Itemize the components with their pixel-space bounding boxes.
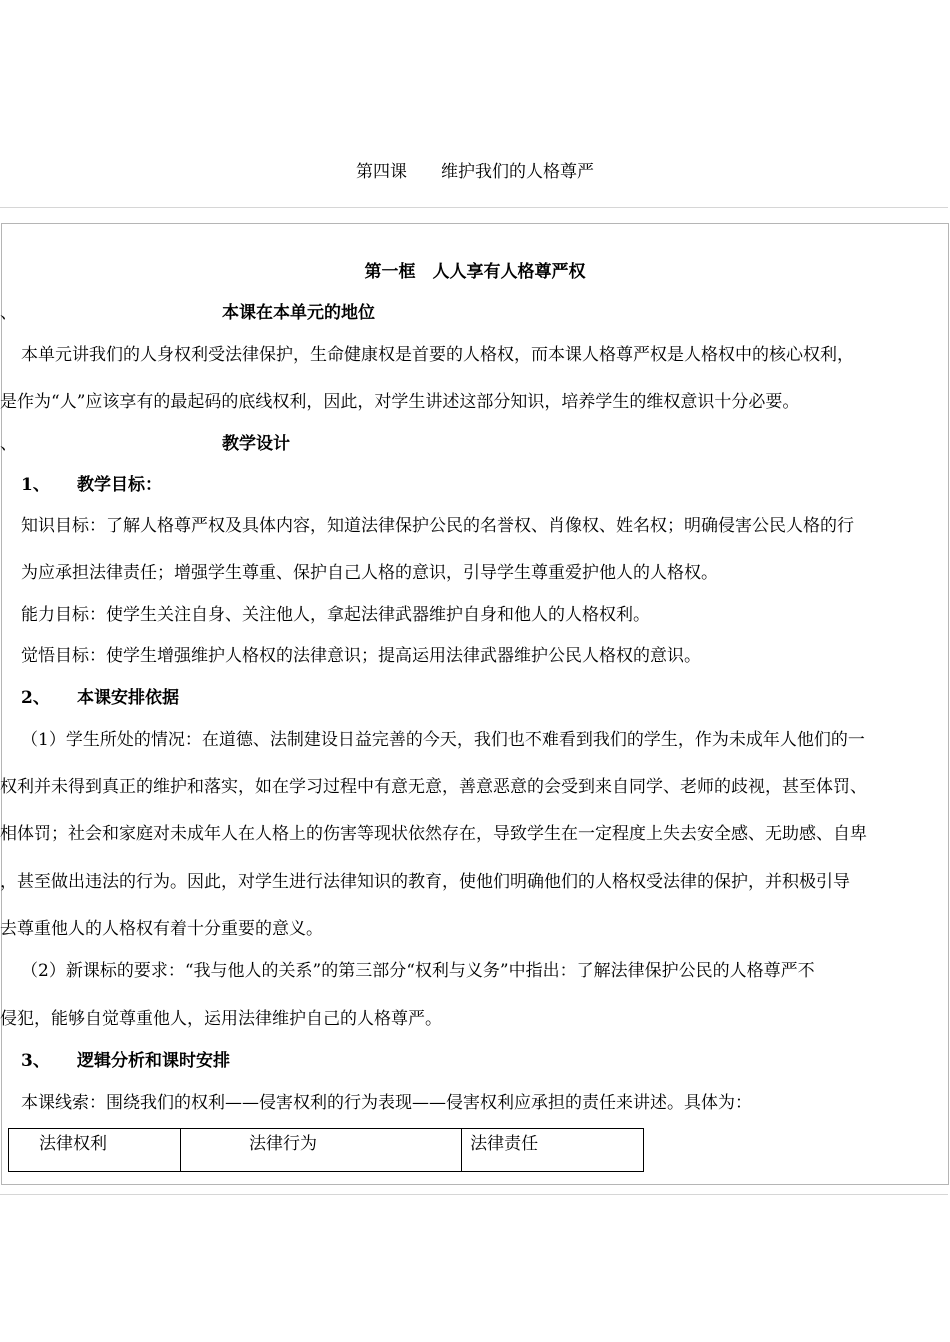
- table-cell-rights: 法律权利: [9, 1129, 181, 1172]
- item1-heading: 教学目标：: [77, 475, 162, 495]
- table-cell-responsibility: 法律责任: [462, 1129, 644, 1172]
- awareness-goal: 觉悟目标：使学生增强维护人格权的法律意识；提高运用法律武器维护公民人格权的意识。: [21, 646, 701, 666]
- curriculum-requirement-line-2: 侵犯，能够自觉尊重他人，运用法律维护自己的人格尊严。: [0, 1009, 442, 1029]
- student-situation-line-5: 去尊重他人的人格权有着十分重要的意义。: [0, 919, 323, 939]
- section1-para-line-2: 是作为“人”应该享有的最起码的底线权利，因此，对学生讲述这部分知识，培养学生的维权意识十分必要。: [0, 392, 800, 412]
- item2-heading: 本课安排依据: [77, 688, 179, 708]
- section1-para-line-1: 本单元讲我们的人身权利受法律保护，生命健康权是首要的人格权，而本课人格尊严权是人格权中的核心权利，: [21, 345, 854, 365]
- section2-heading: 教学设计: [222, 434, 290, 454]
- section2-prefix: 、: [0, 434, 17, 454]
- item1-number: 1、: [21, 475, 50, 495]
- student-situation-line-2: 权利并未得到真正的维护和落实，如在学习过程中有意无意，善意恶意的会受到来自同学、老师的歧视，甚至体罚、: [0, 777, 867, 797]
- item2-number: 2、: [21, 688, 50, 708]
- lesson-thread: 本课线索：围绕我们的权利——侵害权利的行为表现——侵害权利应承担的责任来讲述。具体为：: [21, 1093, 752, 1113]
- lesson-structure-table: [8, 1128, 644, 1172]
- knowledge-goal-line-1: 知识目标：了解人格尊严权及具体内容，知道法律保护公民的名誉权、肖像权、姓名权；明确侵害公民人格的行: [21, 516, 854, 536]
- student-situation-line-3: 相体罚；社会和家庭对未成年人在人格上的伤害等现状依然存在，导致学生在一定程度上失去安全感、无助感、自卑: [0, 824, 867, 844]
- table-row: [9, 1129, 644, 1172]
- ability-goal: 能力目标：使学生关注自身、关注他人，拿起法律武器维护自身和他人的人格权利。: [21, 605, 650, 625]
- section1-prefix: 、: [0, 303, 17, 323]
- item3-heading: 逻辑分析和课时安排: [77, 1051, 230, 1071]
- item3-number: 3、: [21, 1051, 50, 1071]
- table-cell-actions: 法律行为: [181, 1129, 462, 1172]
- section1-heading: 本课在本单元的地位: [222, 303, 375, 323]
- document-title: 第四课 维护我们的人格尊严: [356, 162, 594, 182]
- curriculum-requirement-line-1: （2）新课标的要求：“我与他人的关系”的第三部分“权利与义务”中指出：了解法律保护公民的人格尊严不: [21, 961, 815, 981]
- knowledge-goal-line-2: 为应承担法律责任；增强学生尊重、保护自己人格的意识，引导学生尊重爱护他人的人格权。: [21, 563, 718, 583]
- frame-title: 第一框 人人享有人格尊严权: [364, 262, 586, 282]
- student-situation-line-4: ，甚至做出违法的行为。因此，对学生进行法律知识的教育，使他们明确他们的人格权受法律的保护，并积极引导: [0, 872, 850, 892]
- student-situation-line-1: （1）学生所处的情况：在道德、法制建设日益完善的今天，我们也不难看到我们的学生，作为未成年人他们的一: [21, 730, 865, 750]
